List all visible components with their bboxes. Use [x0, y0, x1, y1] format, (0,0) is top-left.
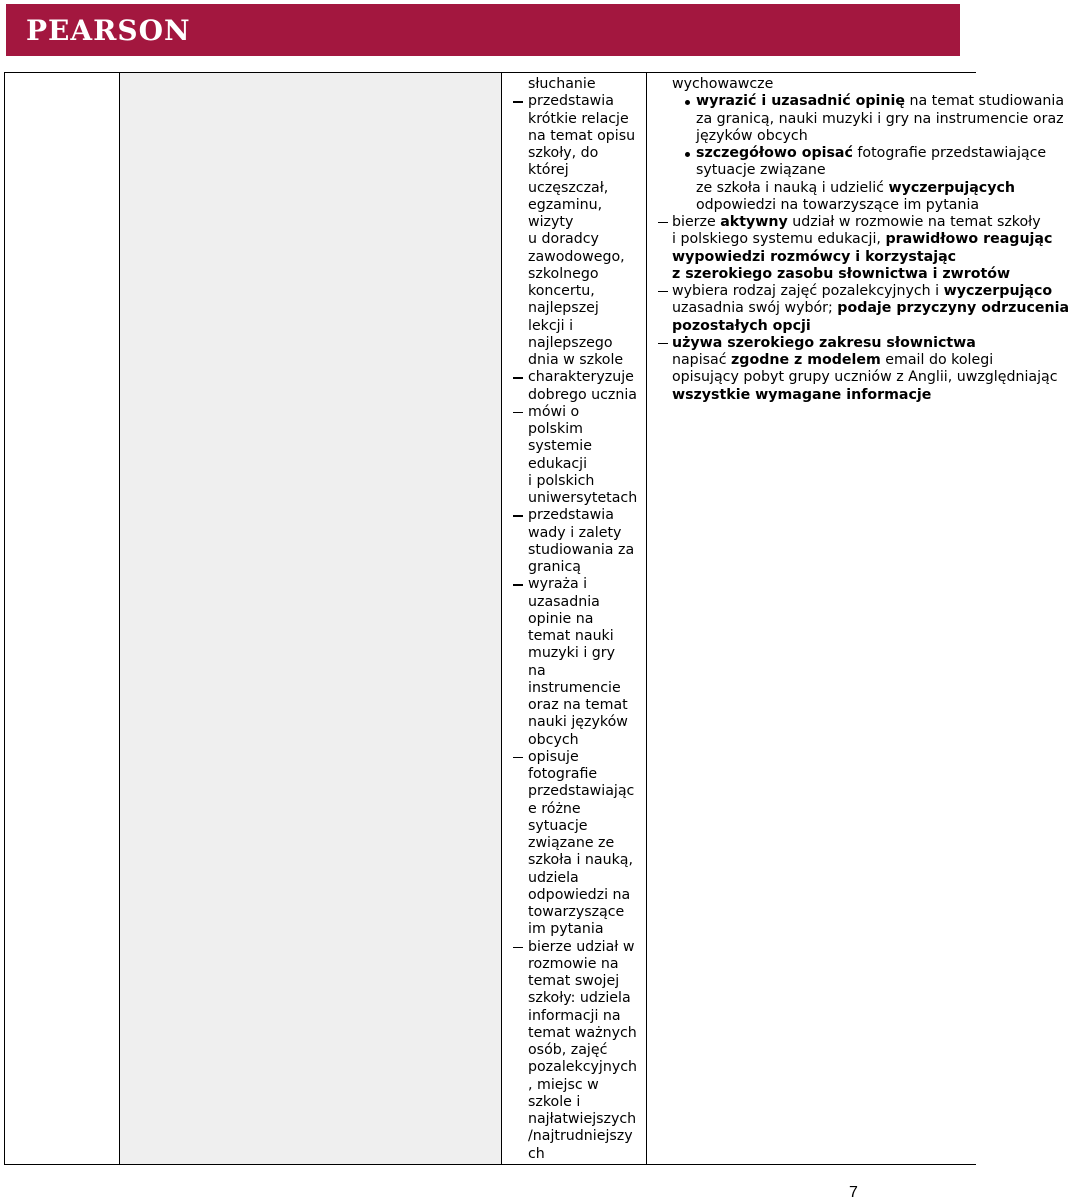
- page-number: 7: [849, 1184, 858, 1201]
- text-line: języków obcych: [696, 127, 808, 144]
- list-item-line: na temat opisu: [528, 127, 636, 144]
- text-line: wszystkie wymagane informacje: [672, 386, 932, 403]
- list-item: [502, 507, 648, 576]
- list-item-line: instrumencie: [528, 679, 621, 696]
- text-line: sytuacje związane: [696, 162, 826, 179]
- list-item-line: egzaminu,: [528, 196, 603, 213]
- list-item-line: i polskich: [528, 472, 595, 489]
- dash-item: bierze aktywny udział w rozmowie na temat szkoły: [647, 214, 977, 231]
- list-item-line: systemie: [528, 438, 592, 455]
- list-item-line: , miejsc w: [528, 1076, 599, 1093]
- list-item-line: wady i zalety: [528, 524, 622, 541]
- list-item: [502, 749, 648, 939]
- text-line: ze szkoła i nauką i udzielić wyczerpujących: [696, 179, 1015, 196]
- list-item-line: polskim: [528, 421, 583, 437]
- list-item-line: uniwersytetach: [528, 490, 638, 506]
- list-item-line: najlepszego: [528, 334, 613, 351]
- list-item-line: szkoła i nauką,: [528, 852, 634, 869]
- table-column-1: [4, 72, 120, 1165]
- list-item-line: szkole i: [528, 1093, 581, 1110]
- dash-item: używa szerokiego zakresu słownictwa: [647, 335, 977, 352]
- text-line: opisujący pobyt grupy uczniów z Anglii, uwzględniając: [672, 369, 1058, 386]
- text-line: uzasadnia swój wybór; podaje przyczyny odrzucenia: [672, 300, 1069, 317]
- list-item-line: krótkie relacje: [528, 110, 629, 127]
- list-item-line: rozmowie na: [528, 955, 619, 972]
- column-4-text: [647, 76, 1069, 404]
- list-item-line: temat swojej: [528, 973, 620, 989]
- list-item-line: opisuje: [528, 749, 648, 766]
- list-item-line: udziela: [528, 869, 579, 886]
- list-item-line: przedstawia: [528, 93, 648, 110]
- list-item-line: na: [528, 662, 546, 679]
- column-3-intro: słuchanie: [528, 76, 596, 92]
- list-item-line: przedstawiając: [528, 783, 635, 800]
- text-line: napisać zgodne z modelem email do kolegi: [672, 352, 994, 368]
- list-item-line: ch: [528, 1145, 545, 1162]
- list-item-line: koncertu,: [528, 283, 595, 299]
- publisher-header: [6, 4, 960, 56]
- bullet-item: szczegółowo opisać fotografie przedstawiające: [647, 145, 977, 162]
- list-item-line: szkoły: udziela: [528, 990, 631, 1007]
- text-line: wychowawcze: [672, 76, 774, 92]
- list-item-line: informacji na: [528, 1007, 621, 1024]
- dash-item: wybiera rodzaj zajęć pozalekcyjnych i wyczerpująco: [647, 283, 977, 300]
- text-line: za granicą, nauki muzyki i gry na instrumencie oraz: [696, 110, 1064, 127]
- list-item-line: e różne: [528, 800, 581, 817]
- list-item-line: przedstawia: [528, 507, 648, 524]
- list-item-line: oraz na temat: [528, 697, 628, 713]
- list-item-line: uzasadnia: [528, 593, 600, 610]
- text-line: odpowiedzi na towarzyszące im pytania: [696, 196, 980, 213]
- list-item-line: szkoły, do: [528, 145, 599, 161]
- list-item-line: dobrego ucznia: [528, 386, 638, 403]
- list-item-line: osób, zajęć: [528, 1042, 608, 1058]
- list-item-line: najłatwiejszych: [528, 1111, 637, 1127]
- table-column-3: [501, 72, 647, 1165]
- text-line: wypowiedzi rozmówcy i korzystając: [672, 248, 957, 265]
- pearson-logo: PEARSON: [26, 14, 191, 47]
- list-item-line: fotografie: [528, 766, 598, 782]
- list-item-line: studiowania za: [528, 541, 635, 558]
- list-item-line: /najtrudniejszy: [528, 1128, 633, 1145]
- list-item: [502, 576, 648, 749]
- list-item-line: opinie na: [528, 610, 594, 627]
- list-item-line: granicą: [528, 559, 581, 575]
- list-item: [502, 939, 648, 1163]
- list-item-line: nauki języków: [528, 714, 628, 731]
- bullet-item: wyrazić i uzasadnić opinię na temat studiowania: [647, 93, 977, 110]
- list-item-line: uczęszczał,: [528, 179, 609, 196]
- list-item-line: sytuacje: [528, 817, 588, 834]
- list-item-line: temat ważnych: [528, 1024, 637, 1041]
- list-item-line: im pytania: [528, 921, 604, 938]
- text-line: i polskiego systemu edukacji, prawidłowo reagując: [672, 231, 1053, 248]
- column-3-text: [502, 76, 648, 1163]
- list-item-line: pozalekcyjnych: [528, 1059, 638, 1076]
- list-item: [502, 93, 648, 369]
- list-item-line: towarzyszące: [528, 904, 625, 920]
- text-line: pozostałych opcji: [672, 317, 811, 334]
- list-item-line: u doradcy: [528, 231, 599, 248]
- list-item-line: dnia w szkole: [528, 352, 624, 368]
- list-item-line: najlepszej: [528, 300, 599, 317]
- list-item: [502, 369, 648, 404]
- list-item-line: szkolnego: [528, 265, 599, 282]
- list-item-line: zawodowego,: [528, 248, 625, 265]
- list-item: [502, 404, 648, 508]
- table-column-2: [119, 72, 502, 1165]
- table-column-4: [646, 72, 1069, 1165]
- list-item-line: lekcji i: [528, 317, 574, 334]
- list-item-line: mówi o: [528, 404, 648, 421]
- list-item-line: której: [528, 162, 569, 179]
- list-item-line: bierze udział w: [528, 939, 648, 956]
- list-item-line: temat nauki: [528, 628, 614, 644]
- list-item-line: wyraża i: [528, 576, 648, 593]
- list-item-line: wizyty: [528, 214, 574, 230]
- list-item-line: związane ze: [528, 835, 615, 851]
- list-item-line: edukacji: [528, 455, 588, 472]
- list-item-line: charakteryzuje: [528, 369, 648, 386]
- text-line: z szerokiego zasobu słownictwa i zwrotów: [672, 265, 1011, 282]
- list-item-line: muzyki i gry: [528, 645, 616, 662]
- list-item-line: obcych: [528, 731, 579, 748]
- list-item-line: odpowiedzi na: [528, 886, 631, 903]
